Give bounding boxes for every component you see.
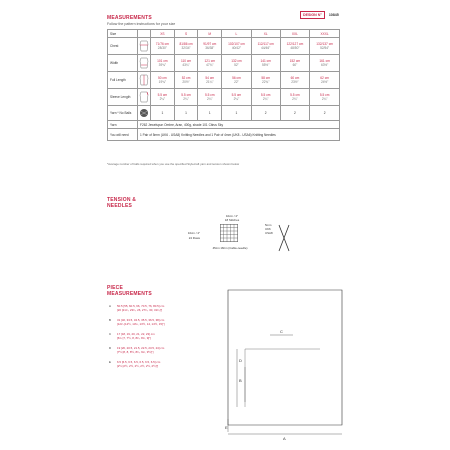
needle-info: 5mm UK6 USA8	[265, 223, 273, 235]
table-row: Full Length 50 cm 19¾" 52 cm 20½" 54 cm 21¼" 56 cm 22" 58 cm 22¾" 60 cm 23½" 62 cm 24½"	[108, 72, 340, 89]
measurements-table	[107, 29, 340, 141]
need-label: You will need	[108, 129, 138, 141]
piece-measurements-list	[109, 304, 229, 374]
piece-measurements-title: PIECE MEASUREMENTS	[107, 285, 152, 297]
table-row	[108, 30, 340, 38]
table-row	[108, 121, 340, 129]
grid-left-label-2: 24 Rows	[188, 236, 200, 240]
diagram-label-b: B	[239, 378, 242, 383]
yarn-label: Yarn	[108, 121, 138, 129]
row-label: Width	[108, 55, 138, 72]
footnote: *Average number of balls required when you use the specified Stylecraft yarn and tension shown below	[107, 162, 240, 166]
size-xl: XL	[251, 30, 280, 38]
row-label: Yarn * No Balls	[108, 106, 138, 121]
row-label: Chest	[108, 38, 138, 55]
grid-bottom-label: 45cm 18cm (Cable-needle)	[212, 246, 248, 250]
page-title: MEASUREMENTS	[107, 15, 152, 21]
design-number-box	[300, 11, 339, 19]
list-item: E 6.5 [6.5, 6.5, 6.5, 6.5, 6.5, 6.5] cm [2½ [2½, 2½, 2½, 2½, 2½, 2½]"]	[109, 360, 161, 368]
design-label: DESIGN N°	[300, 11, 325, 19]
grid-top-label-2: 18 Stitches	[224, 218, 240, 222]
piece-schematic-diagram	[225, 287, 345, 442]
table-row: Width 101 cm 39¾" 110 cm 43¼" 121 cm 47¾" 132 cm 52" 141 cm 55½" 152 cm 60" 161 cm 63½"	[108, 55, 340, 72]
table-row: Yarn * No Balls 1 1 1 1 2 2 2	[108, 106, 340, 121]
length-diagram-icon	[138, 72, 151, 89]
size-l: L	[222, 30, 252, 38]
list-item: A 50.5 [55, 60.5, 66, 70.5, 76, 80.5] cm [20 [21¾, 23¾, 26, 27¾, 30, 31¾]"]	[109, 304, 165, 312]
table-row: Chest 71/76 cm 28/30" 81/86 cm 32/34" 91/97 cm 36/38" 102/107 cm 40/42" 112/117 cm 44/46" 122/127 cm 48/50" 132/137 cm 52/54"	[108, 38, 340, 55]
list-item: C 17 [18, 19, 20, 21, 22, 23] cm [6¾ [7, 7½, 8, 8¼, 8¾, 9]"]	[109, 332, 155, 340]
page-subtitle: Follow the pattern instructions for your size	[107, 22, 176, 26]
chest-diagram-icon	[138, 38, 151, 55]
diagram-label-c: C	[280, 329, 283, 334]
width-diagram-icon	[138, 55, 151, 72]
size-xs: XS	[151, 30, 175, 38]
need-text: 1 Pair of 5mm (UK6 - USA8) Knitting Needles and 1 Pair of 4mm (UK8 - USA6) Knitting Needles	[138, 129, 340, 141]
size-xxxl: XXXL	[310, 30, 340, 38]
diagram-label-e: E	[225, 425, 228, 430]
tension-title: TENSION & NEEDLES	[107, 197, 137, 209]
tension-square-diagram	[187, 214, 260, 260]
diagram-label-d: D	[239, 358, 242, 363]
diagram-label-a: A	[283, 436, 286, 441]
size-header: Size	[108, 30, 138, 38]
tension-grid-icon	[220, 224, 238, 242]
table-row	[108, 129, 340, 141]
grid-top-label: 10cm / 4"	[225, 214, 239, 218]
yarn-text: F262 Jewelspun Ombre, Aran, 400g, shade 101 Citrus Sky	[138, 121, 340, 129]
grid-left-label: 10cm / 4"	[187, 231, 200, 235]
yarn-ball-icon	[138, 106, 151, 121]
size-s: S	[174, 30, 198, 38]
sleeve-diagram-icon	[138, 89, 151, 106]
crossed-needles-icon	[277, 224, 291, 252]
table-row: Sleeve Length 5.5 cm 2¼" 5.5 cm 2¼" 5.5 cm 2¼" 5.5 cm 2¼" 5.5 cm 2¼" 5.5 cm 2¼" 5.5 cm 2¼"	[108, 89, 340, 106]
list-item: B 31 [32, 33.5, 34.5, 35.5, 36.5, 38] cm [12¼ [12½, 13¼, 13½, 14, 14½, 15]"]	[109, 318, 165, 326]
size-xxl: XXL	[280, 30, 310, 38]
design-number: 10845	[328, 13, 339, 17]
row-label: Sleeve Length	[108, 89, 138, 106]
list-item: D 19 [20, 20.5, 21.5, 22.5, 23.5, 24] cm [7½ [8, 8, 8½, 8¾, 9¼, 9½]"]	[109, 346, 165, 354]
row-label: Full Length	[108, 72, 138, 89]
size-m: M	[198, 30, 222, 38]
